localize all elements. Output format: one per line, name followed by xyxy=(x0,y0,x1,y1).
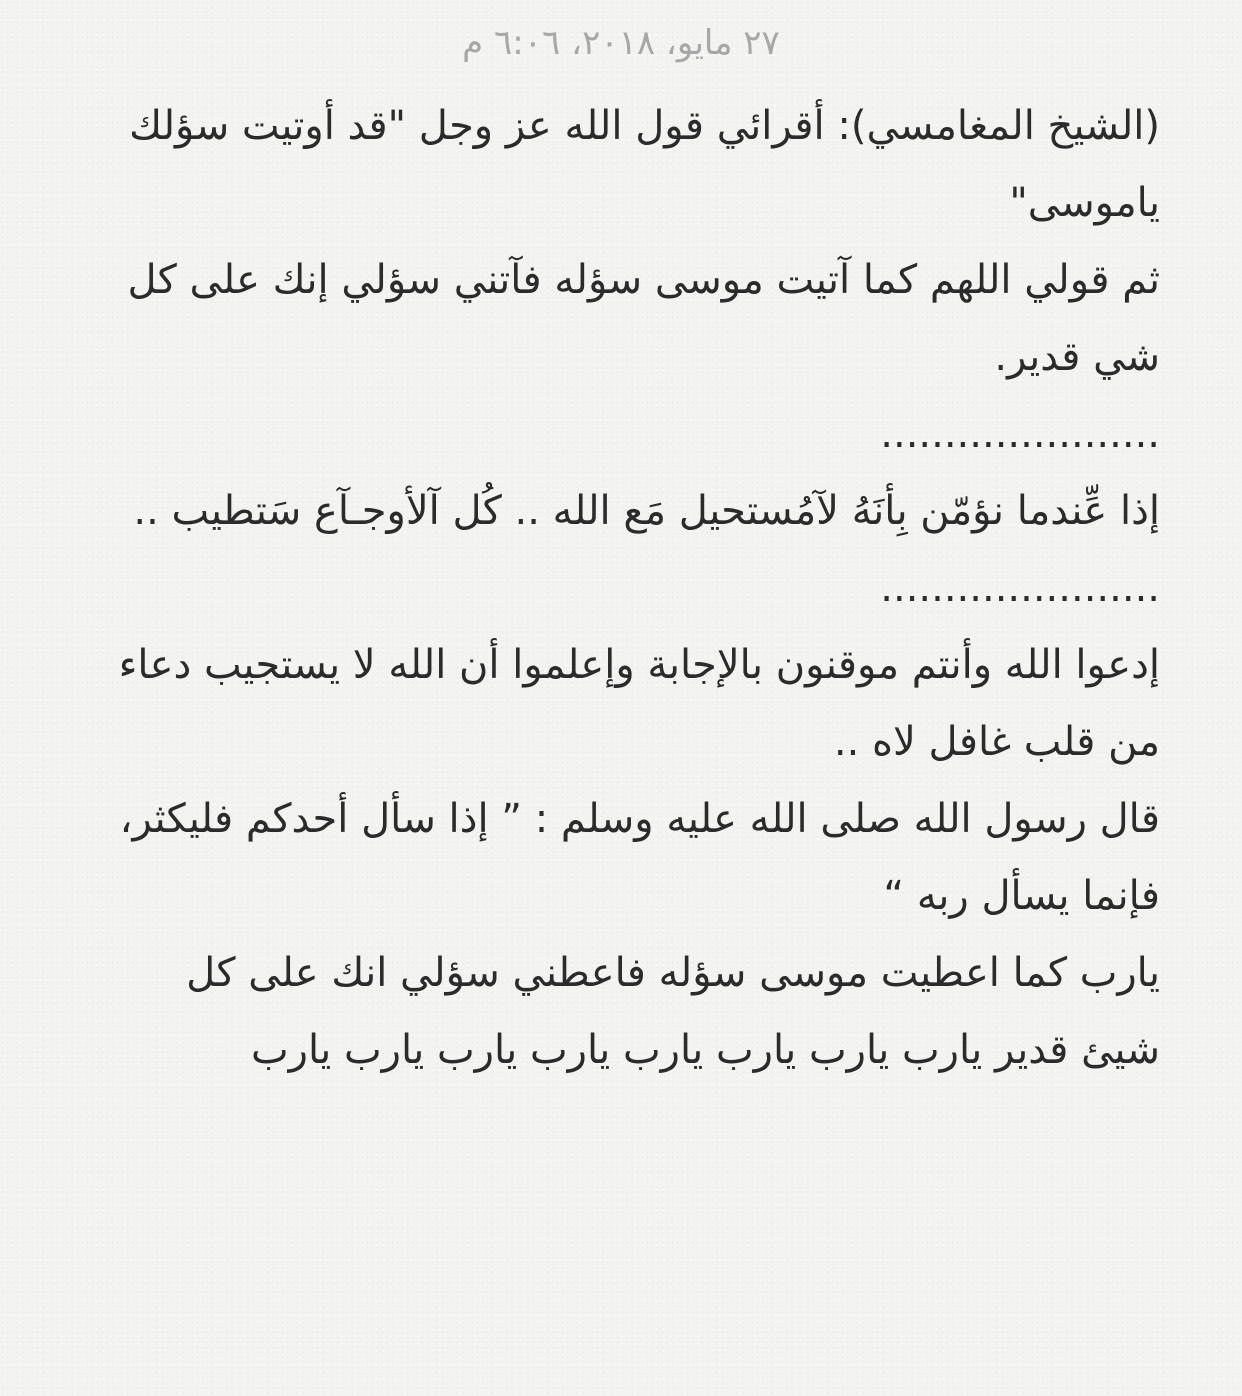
note-date: ٢٧ مايو، ٢٠١٨، ٦:٠٦ م xyxy=(462,23,780,63)
note-body-text[interactable]: (الشيخ المغامسي): أقرائي قول الله عز وجل "قد أوتيت سؤلك ياموسى" ثم قولي اللهم كما آتيت موسى سؤله فآتني سؤلي إنك على كل شي قدير. ...................... إذا عِّندما نؤمّن بِأنَهُ لآمُستحيل مَع الله .. كُل آلأوجـآع سَتطيب .. ...................... إدعوا الله وأنتم موقنون بالإجابة وإعلموا أن الله لا يستجيب دعاء من قلب غافل لاه .. قال رسول الله صلى الله عليه وسلم : ” إذا سأل أحدكم فليكثر، فإنما يسأل ربه “ يارب كما اعطيت موسى سؤله فاعطني سؤلي انك على كل شيئ قدير يارب يارب يارب يارب يارب يارب يارب يارب xyxy=(118,103,1160,1073)
